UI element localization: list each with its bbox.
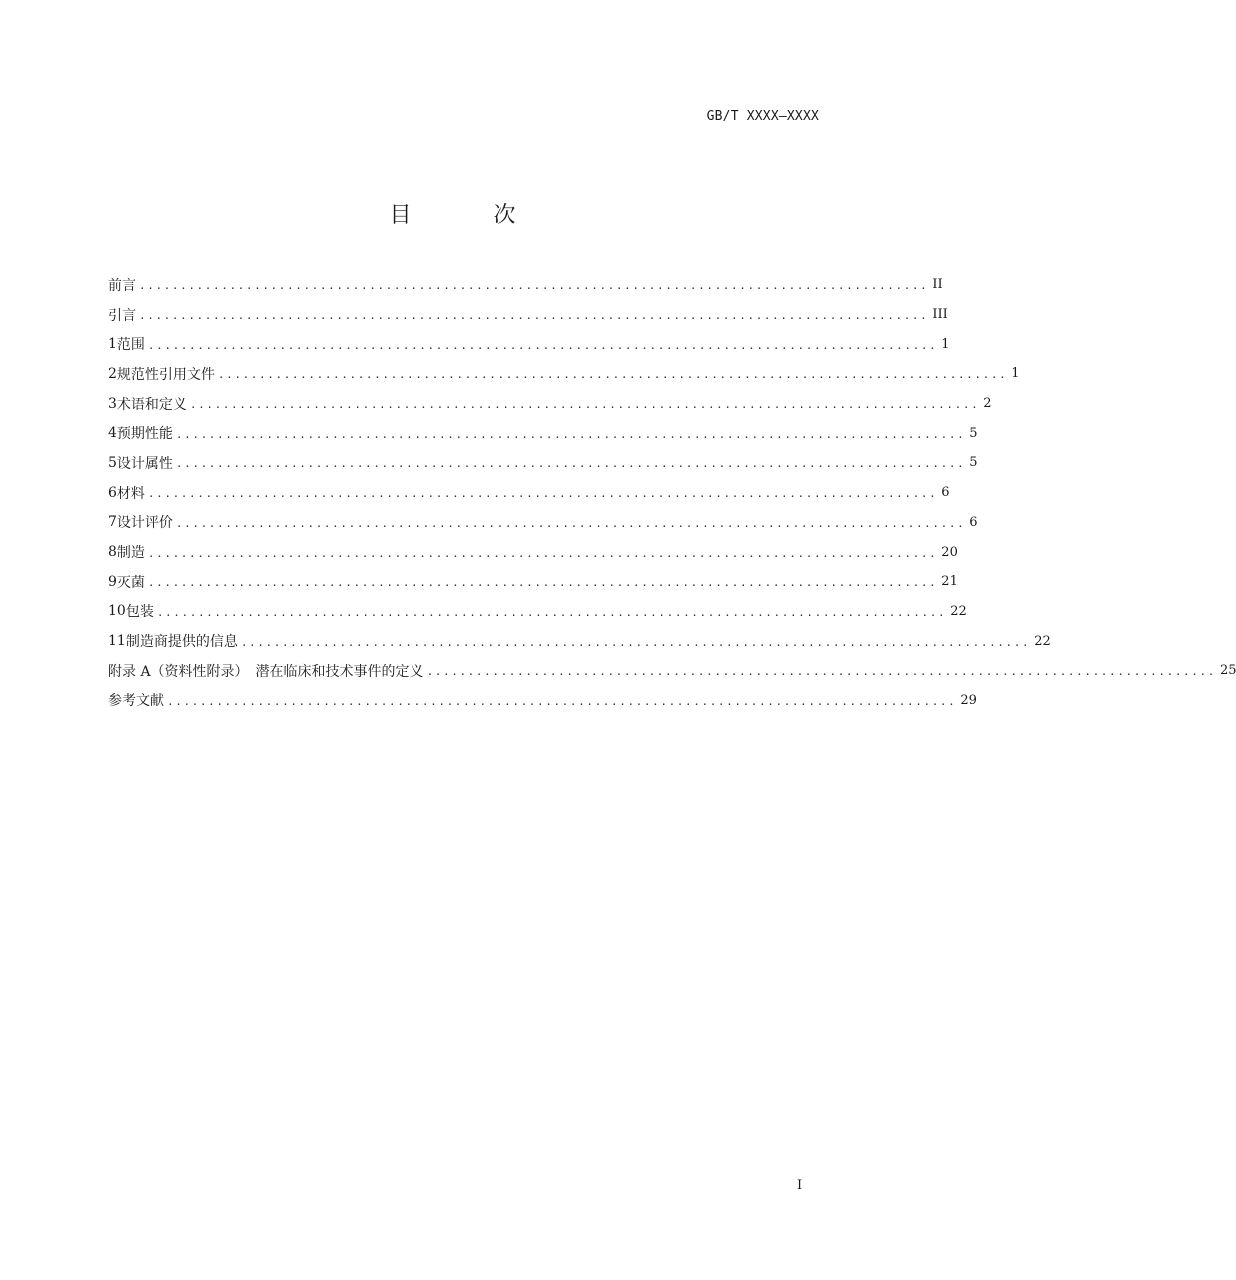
toc-entry-annex-a[interactable] bbox=[108, 656, 1236, 686]
dot-leader: ................................................................................................ bbox=[426, 665, 1216, 679]
toc-entry-label: 设计评价 bbox=[116, 515, 173, 532]
toc-entry-page: 22 bbox=[950, 603, 967, 619]
dot-leader: ................................................................................................ bbox=[240, 635, 1031, 649]
dot-leader: ................................................................................................ bbox=[175, 516, 966, 530]
dot-leader: ................................................................................................ bbox=[147, 546, 938, 560]
toc-entry-page: 2 bbox=[983, 396, 992, 412]
toc-entry-normative-references[interactable] bbox=[108, 359, 1020, 389]
toc-entry-packaging[interactable] bbox=[108, 597, 967, 627]
toc-entry-foreword[interactable] bbox=[108, 270, 943, 300]
toc-entry-design-evaluation[interactable] bbox=[108, 508, 978, 538]
dot-leader: ................................................................................................ bbox=[217, 368, 1008, 382]
toc-entry-page: 5 bbox=[969, 425, 978, 441]
toc-entry-label: 规范性引用文件 bbox=[116, 366, 215, 383]
toc-entry-label: 包装 bbox=[125, 604, 154, 621]
dot-leader: ................................................................................................ bbox=[156, 605, 947, 619]
toc-entry-number: 2 bbox=[108, 365, 117, 382]
dot-leader: ................................................................................................ bbox=[147, 338, 938, 352]
toc-entry-page: 25 bbox=[1219, 663, 1236, 679]
toc-entry-label: 材料 bbox=[116, 485, 145, 502]
toc-entry-page: 6 bbox=[969, 514, 978, 530]
toc-entry-page: 1 bbox=[941, 336, 950, 352]
toc-entry-label: 制造 bbox=[116, 545, 145, 562]
toc-entry-label: 引言 bbox=[108, 307, 136, 324]
toc-entry-materials[interactable] bbox=[108, 478, 950, 508]
toc-entry-label: 附录 A（资料性附录） 潜在临床和技术事件的定义 bbox=[108, 663, 424, 680]
toc-entry-number: 4 bbox=[108, 425, 117, 442]
toc-entry-number: 8 bbox=[108, 544, 117, 561]
toc-entry-page: II bbox=[932, 277, 943, 293]
toc-entry-page: 20 bbox=[941, 544, 958, 560]
toc-entry-bibliography[interactable] bbox=[108, 686, 977, 716]
toc-entry-page: 1 bbox=[1011, 366, 1020, 382]
toc-entry-number: 9 bbox=[108, 573, 117, 590]
dot-leader: ................................................................................................ bbox=[147, 487, 938, 501]
toc-entry-label: 术语和定义 bbox=[116, 396, 187, 413]
dot-leader: ................................................................................................ bbox=[175, 427, 966, 441]
toc-entry-intended-performance[interactable] bbox=[108, 418, 978, 448]
dot-leader: ................................................................................................ bbox=[139, 309, 929, 323]
toc-entry-number: 1 bbox=[108, 336, 117, 353]
toc-entry-manufacturer-information[interactable] bbox=[108, 626, 1051, 656]
toc-entry-label: 灭菌 bbox=[116, 574, 145, 591]
page-number: I bbox=[797, 1178, 803, 1193]
toc-entry-number: 3 bbox=[108, 395, 117, 412]
toc-entry-page: III bbox=[932, 307, 948, 323]
toc-entry-label: 预期性能 bbox=[116, 426, 173, 443]
toc-entry-page: 29 bbox=[960, 692, 977, 708]
toc-entry-manufacturing[interactable] bbox=[108, 537, 958, 567]
toc-entry-page: 22 bbox=[1034, 633, 1051, 649]
toc-entry-label: 范围 bbox=[116, 337, 145, 354]
toc-entry-number: 6 bbox=[108, 484, 117, 501]
toc-entry-design-attributes[interactable] bbox=[108, 448, 978, 478]
standard-code: GB/T XXXX—XXXX bbox=[706, 109, 819, 124]
dot-leader: ................................................................................................ bbox=[189, 398, 980, 412]
toc-entry-terms-definitions[interactable] bbox=[108, 389, 992, 419]
dot-leader: ................................................................................................ bbox=[175, 457, 966, 471]
dot-leader: ................................................................................................ bbox=[139, 279, 929, 293]
toc-entry-label: 设计属性 bbox=[116, 455, 173, 472]
toc-entry-page: 6 bbox=[941, 485, 950, 501]
toc-entry-number: 11 bbox=[108, 633, 126, 650]
toc-entry-scope[interactable] bbox=[108, 329, 950, 359]
toc-entry-label: 制造商提供的信息 bbox=[125, 634, 238, 651]
toc-entry-page: 5 bbox=[969, 455, 978, 471]
toc-entry-sterilization[interactable] bbox=[108, 567, 958, 597]
toc-entry-introduction[interactable] bbox=[108, 300, 948, 330]
toc-entry-label: 参考文献 bbox=[108, 693, 164, 710]
dot-leader: ................................................................................................ bbox=[147, 576, 938, 590]
toc-entry-number: 5 bbox=[108, 454, 117, 471]
table-of-contents bbox=[108, 270, 1236, 715]
toc-entry-label: 前言 bbox=[108, 277, 136, 294]
toc-entry-number: 10 bbox=[108, 603, 126, 620]
toc-entry-page: 21 bbox=[941, 574, 958, 590]
toc-entry-number: 7 bbox=[108, 514, 117, 531]
page-title: 目 次 bbox=[389, 203, 546, 228]
dot-leader: ................................................................................................ bbox=[167, 694, 957, 708]
